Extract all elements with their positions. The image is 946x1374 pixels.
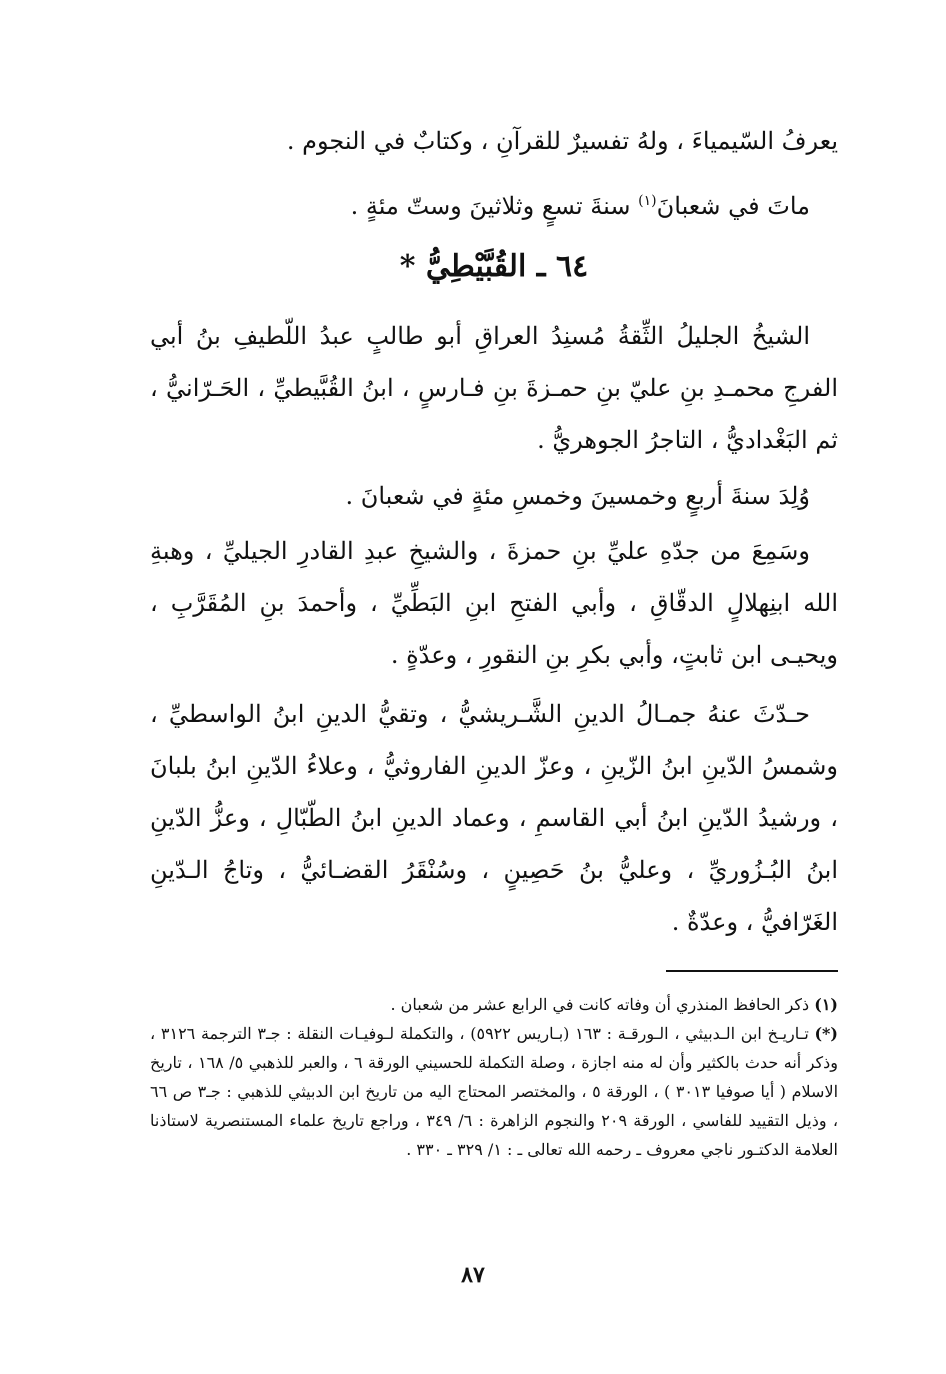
paragraph-6-text: حـدّثَ عنهُ جمـالُ الدينِ الشَّـريشيُّ ، وتقيُّ الدينِ ابنُ الواسطيِّ ، وشمسُ الدّينِ ابنُ الزّينِ ، وعزّ الدينِ الفاروثيُّ ، وعلاءُ الدّينِ ابنُ بلبانَ ، ورشيدُ الدّينِ ابنُ أبي القاسمِ ، وعماد الدينِ ابنُ الطّبّالِ ، وعزُّ الدّينِ ابنُ البُـزُوريِّ ، وعليُّ بنُ حَصِينٍ ، وسُنْقَرُ القضـائيُّ ، وتاجُ الـدّينِ الغَرّافيُّ ، وعدّةٌ . xyxy=(150,700,838,936)
page-number: ٨٧ xyxy=(461,1262,485,1288)
footnote-2 xyxy=(150,1019,838,1164)
paragraph-1 xyxy=(150,115,838,167)
paragraph-3-text: الشيخُ الجليلُ الثِّقةُ مُسنِدُ العراقِ أبو طالبٍ عبدُ اللّطيفِ بنُ أبي الفرجِ محمـدِ بنِ عليّ بنِ حمـزةَ بنِ فـارسٍ ، ابنُ القُبَّيطيِّ ، الحَـرّانيُّ ، ثم البَغْداديُّ ، التاجرُ الجوهريُّ . xyxy=(150,322,838,454)
footnote-ref-1[interactable]: (١) xyxy=(638,193,657,209)
paragraph-6 xyxy=(150,688,838,948)
footnote-2-text: تـاريـخ ابن الـدبيثي ، الـورقـة : ١٦٣ (بـاريس ٥٩٢٢) ، والتكملة لـوفيـات النقلة : جـ٣ الترجمة ٣١٢٦ ، وذكر أنه حدث بالكثير وأن له منه اجازة ، وصلة التكملة للحسيني الورقة ٦ ، والعبر للذهبي ٥/ ١٦٨ ، تاريخ الاسلام ( أيا صوفيا ٣٠١٣ ) ، الورقة ٥ ، والمختصر المحتاج اليه من تاريخ ابن الدبيثي للذهبي : جـ٣ ص ٦٦ ، وذيل التقييد للفاسي ، الورقة ٢٠٩ والنجوم الزاهرة : ٦/ ٣٤٩ ، وراجع تاريخ علماء المستنصرية لاستاذنا العلامة الدكتـور ناجي معروف ـ رحمه الله تعالى ـ : ١/ ٣٢٩ ـ ٣٣٠ . xyxy=(150,1024,839,1159)
death-date-rest: سنةَ تسعٍ وثلاثينَ وستّ مئةٍ . xyxy=(350,192,639,220)
footnote-separator xyxy=(666,970,838,972)
paragraph-5 xyxy=(150,525,838,681)
paragraph-4 xyxy=(150,470,838,522)
footnote-1-mark: (١) xyxy=(814,995,838,1014)
paragraph-1-text: يعرفُ السّيمياءَ ، ولهُ تفسيرٌ للقرآنِ ، وكتابٌ في النجوم . xyxy=(286,127,838,155)
paragraph-2-text xyxy=(150,175,838,232)
entry-heading: ٦٤ ـ القُبَّيْطِيُّ * xyxy=(399,249,589,284)
paragraph-3 xyxy=(150,310,838,466)
paragraph-5-text: وسَمِعَ من جدّهِ عليِّ بنِ حمزةَ ، والشيخِ عبدِ القادرِ الجيليِّ ، وهبةِ الله ابنِهلالٍ الدقّاقِ ، وأبي الفتحِ ابنِ البَطِّيِّ ، وأحمدَ بنِ المُقَرَّبِ ، ويحيـى ابن ثابتٍ، وأبي بكرِ بنِ النقورِ ، وعدّةٍ . xyxy=(150,537,838,669)
footnote-1-text: ذكر الحافظ المنذري أن وفاته كانت في الرابع عشر من شعبان . xyxy=(390,995,815,1014)
footnote-1 xyxy=(150,990,838,1019)
paragraph-2 xyxy=(150,175,838,232)
paragraph-4-text: وُلِدَ سنةَ أربعٍ وخمسينَ وخمسِ مئةٍ في شعبانَ . xyxy=(345,482,810,510)
death-date-lead: ماتَ في شعبانَ xyxy=(656,192,810,220)
footnotes xyxy=(150,990,838,1164)
footnote-2-mark: (*) xyxy=(814,1024,838,1043)
